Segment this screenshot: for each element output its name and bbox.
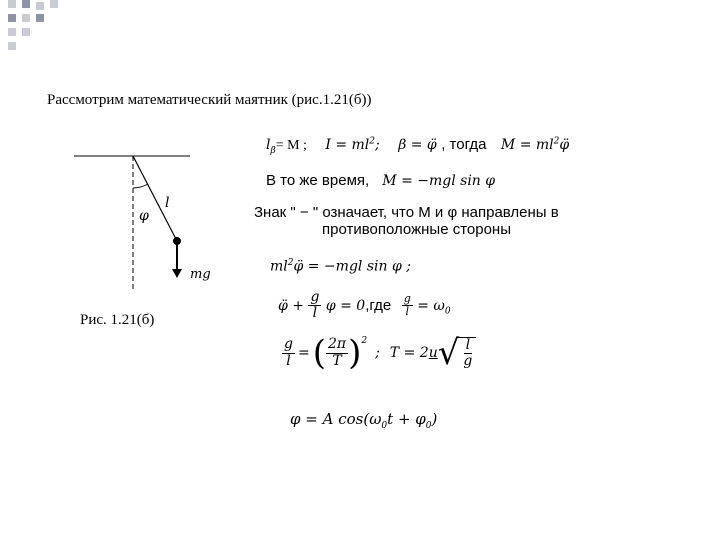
decor-square — [22, 28, 30, 36]
eq-subscript: 0 — [381, 421, 388, 431]
pendulum-figure — [60, 145, 240, 295]
torque-equation: M = −mgl sin φ — [382, 173, 496, 189]
fraction — [326, 337, 348, 369]
equation-line-5 — [278, 290, 451, 322]
equation-line-2 — [266, 170, 495, 189]
eq-term: φ̈ — [559, 137, 570, 153]
eq-term: φ̈ = −mgl sin φ ; — [293, 258, 411, 275]
figure-caption: Рис. 1.21(б) — [80, 312, 155, 328]
decor-square — [8, 42, 16, 50]
frac-num: g — [403, 292, 411, 306]
gravity-arrowhead — [172, 269, 182, 278]
eq-term: M = ml — [500, 137, 554, 153]
eq-term: ) — [431, 410, 438, 428]
force-label: mg — [190, 267, 211, 282]
decor-square — [22, 0, 30, 8]
length-label: l — [165, 195, 170, 211]
decor-square — [8, 0, 16, 8]
eq-term: ; — [375, 345, 380, 361]
eq-subscript: 0 — [444, 306, 451, 317]
eq-subscript: β — [270, 145, 276, 156]
eq-term: = — [297, 345, 310, 361]
eq-term: T = 2 — [389, 345, 429, 361]
frac-den: l — [405, 305, 409, 319]
eq-superscript: 2 — [361, 336, 368, 346]
eq-term: ; — [375, 137, 380, 153]
eq-term: I = ml — [325, 137, 370, 153]
frac-num: g — [310, 289, 320, 305]
then-text: , тогда — [441, 136, 487, 153]
right-paren: ) — [348, 333, 362, 373]
eq-term: φ̈ + — [278, 297, 304, 314]
fraction — [402, 293, 413, 318]
sign-note-line-1: Знак " − " означает, что М и φ направлены в — [254, 204, 559, 221]
frac-num: l — [465, 336, 471, 353]
eq-term: l — [266, 137, 271, 153]
fraction — [282, 337, 295, 369]
fraction — [461, 338, 474, 370]
eq-term: u — [428, 345, 438, 361]
eq-superscript: 2 — [287, 258, 294, 268]
eq-superscript: 2 — [369, 136, 376, 147]
frac-den: l — [312, 305, 318, 322]
frac-num: g — [284, 336, 293, 353]
square-root: √ $\frac{l}{g}$ — [438, 336, 477, 370]
intro-text: Рассмотрим математический маятник (рис.1.21(б)) — [47, 92, 372, 108]
frac-den: g — [463, 353, 473, 369]
eq-term: = M ; — [275, 138, 307, 153]
eq-term: ml — [270, 258, 288, 275]
pendulum-thread — [133, 156, 177, 241]
eq-subscript: 0 — [425, 421, 432, 431]
decor-square — [36, 14, 44, 22]
decor-square — [50, 0, 58, 8]
equation-line-6 — [282, 333, 476, 373]
eq-term: φ = 0 — [325, 297, 366, 314]
angle-arc — [133, 184, 148, 188]
eq-term: β = φ̈ — [398, 137, 437, 153]
left-paren: ( — [312, 333, 326, 373]
decor-square — [8, 14, 16, 22]
eq-term: = ω — [417, 297, 445, 314]
eq-term: φ = A cos(ω — [290, 410, 382, 428]
eq-superscript: 2 — [553, 136, 560, 147]
decor-square — [22, 14, 30, 22]
same-time-text: В то же время, — [266, 172, 370, 189]
decor-square — [36, 2, 44, 10]
equation-line-4 — [270, 258, 411, 275]
fraction — [308, 290, 321, 322]
frac-den: T — [332, 352, 342, 369]
where-text: ,где — [365, 296, 392, 314]
sign-note-line-2: противоположные стороны — [322, 221, 512, 238]
sign-note — [254, 204, 559, 238]
equation-line-7 — [290, 410, 437, 431]
decor-square — [8, 28, 16, 36]
eq-term: t + φ — [387, 410, 426, 428]
frac-den: l — [286, 352, 291, 369]
equation-line-1 — [266, 136, 569, 156]
frac-num: 2π — [327, 336, 347, 353]
angle-label: φ — [139, 208, 149, 224]
